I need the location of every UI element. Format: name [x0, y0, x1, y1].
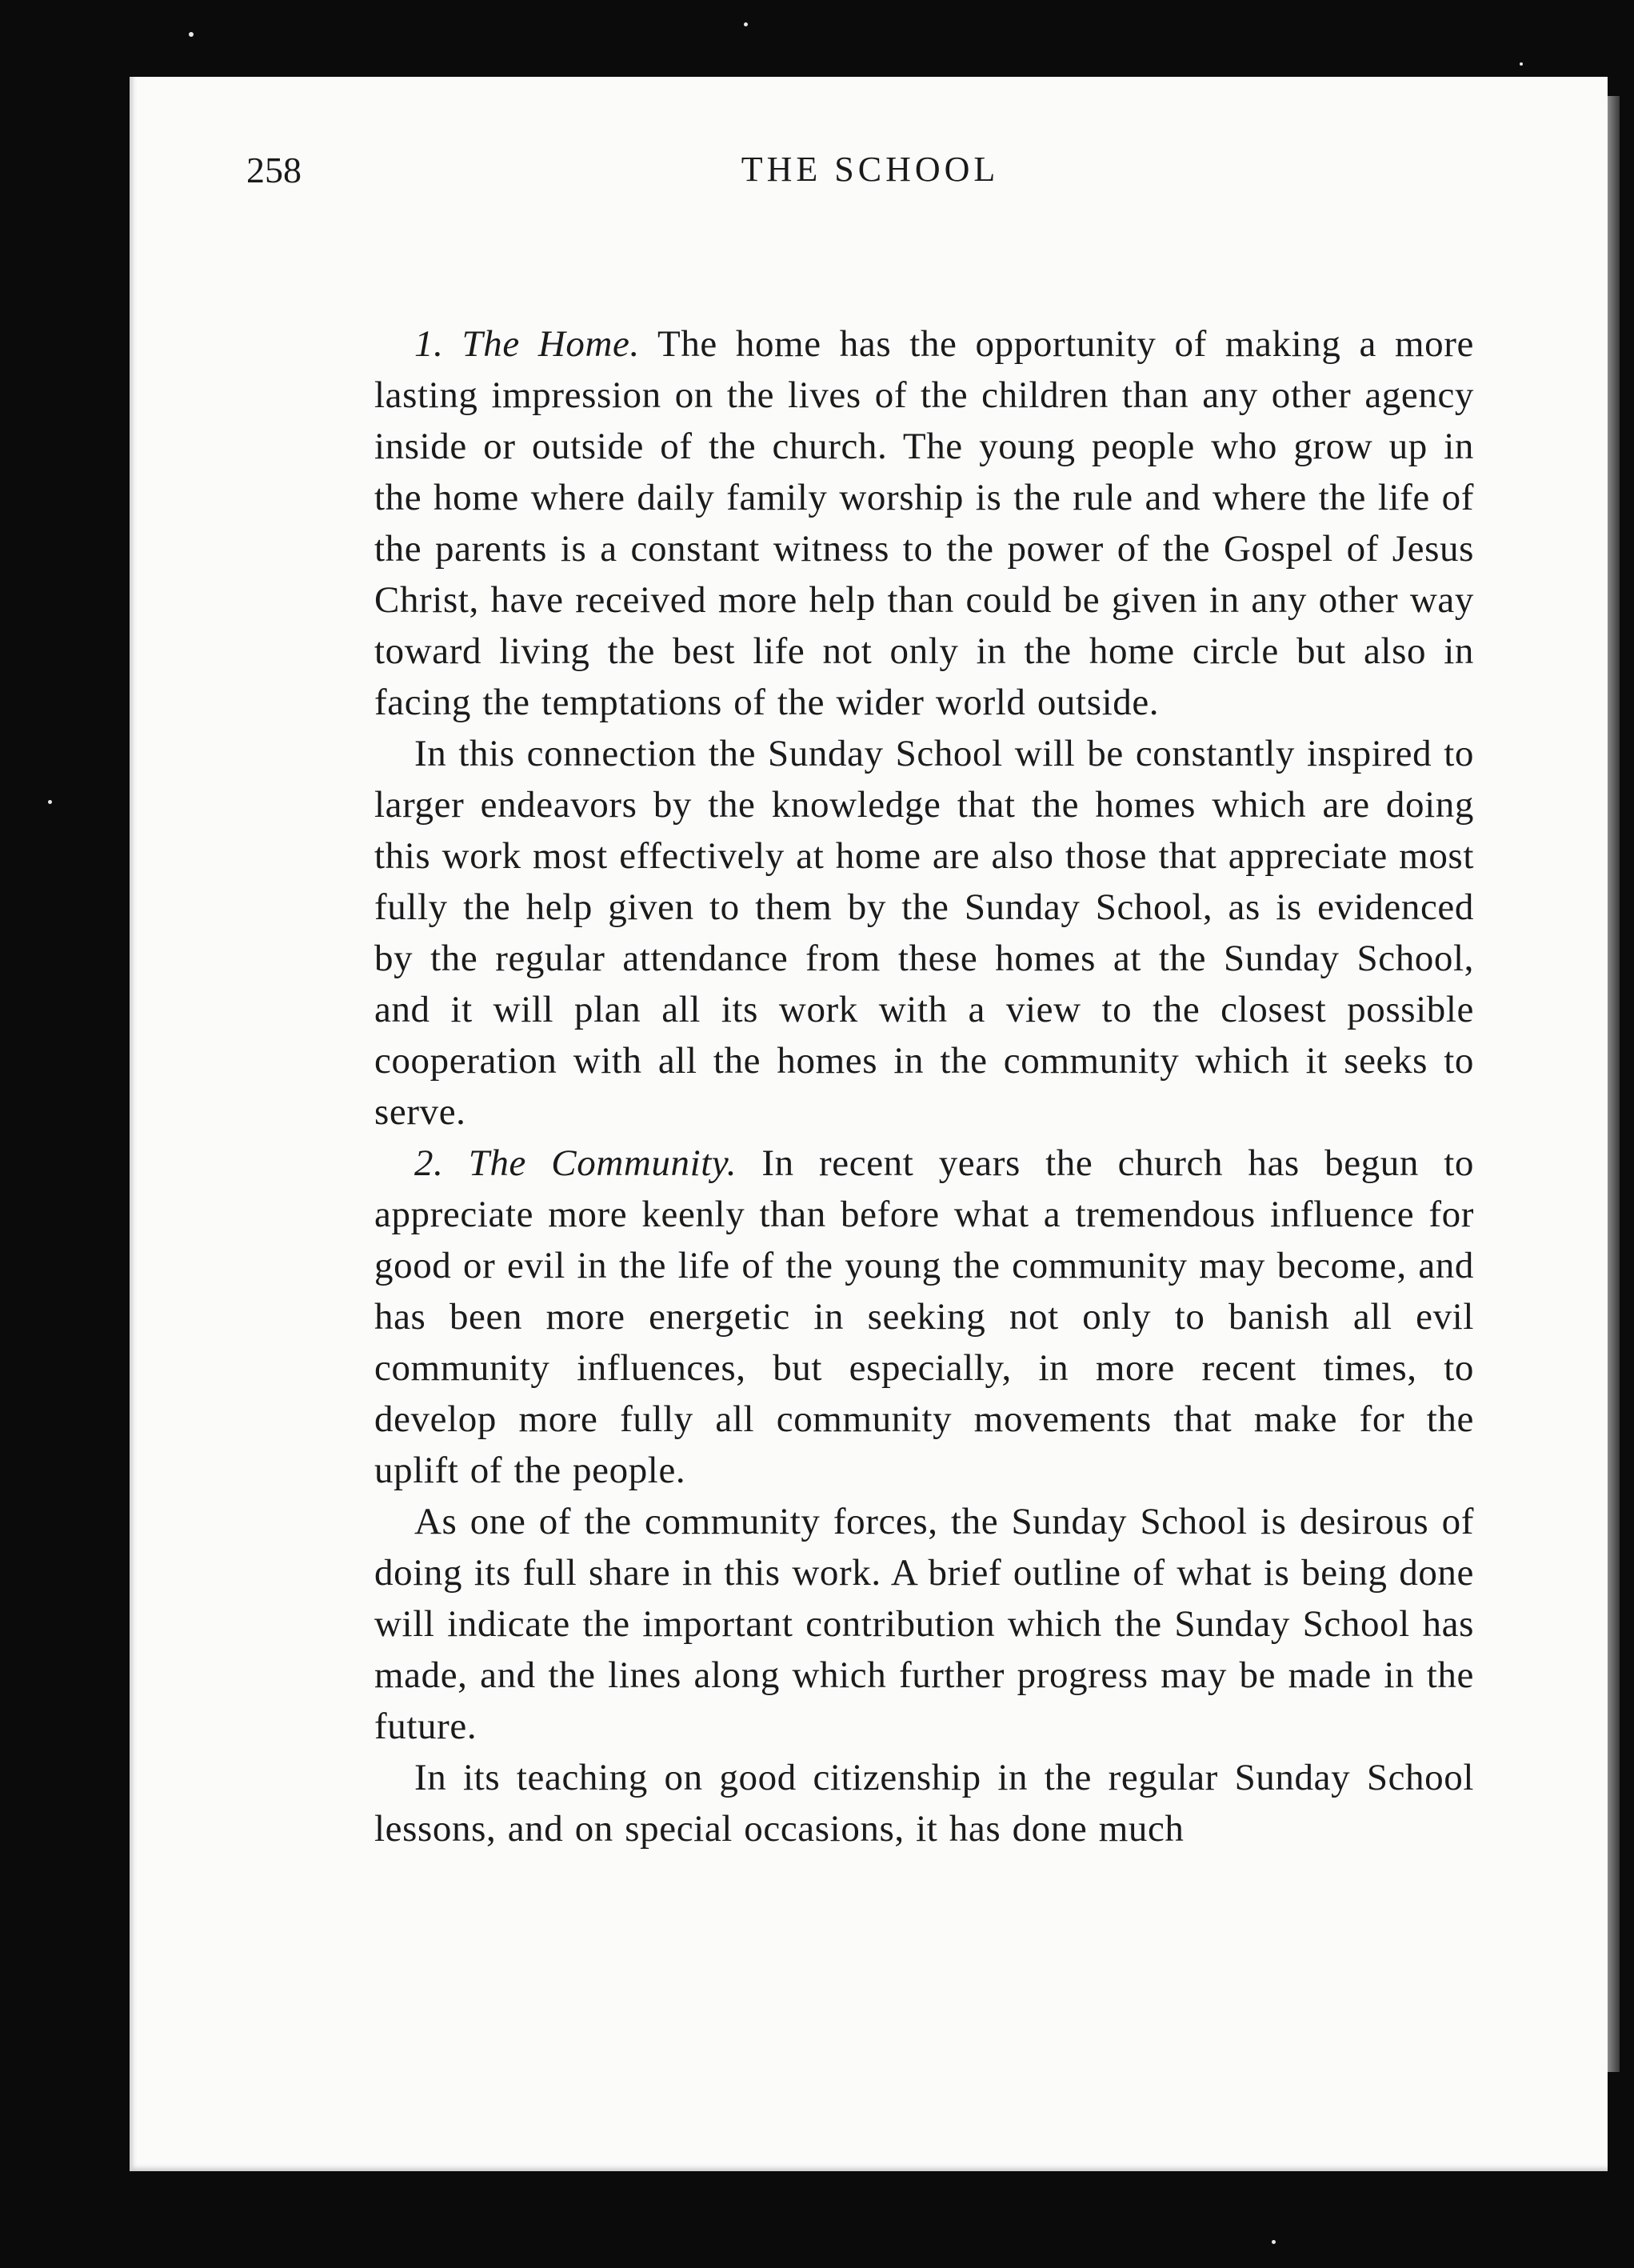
- body-text: [374, 318, 1474, 1854]
- dust-speck: [1272, 2240, 1276, 2244]
- dust-speck: [1520, 62, 1523, 66]
- paragraph-citizenship: [374, 1752, 1474, 1854]
- running-head: THE SCHOOL: [741, 150, 1000, 189]
- dust-speck: [744, 22, 748, 26]
- dust-speck: [48, 800, 52, 804]
- page-number: 258: [246, 150, 302, 190]
- section-heading-home: 1. The Home.: [414, 323, 640, 365]
- dust-speck: [189, 32, 194, 37]
- paragraph-home: [374, 318, 1474, 728]
- paragraph-text: The home has the opportunity of making a more lasting impression on the lives of the children than any other agency inside or outside of the church. The young people who grow up in the home where daily family worship is the rule and where the life of the parents is a constant witness to the power of the Gospel of Jesus Christ, have received more help than could be given in any other way toward living the best life not only in the home circle but also in facing the temptations of the wider world outside.: [374, 323, 1474, 723]
- paragraph-text: As one of the community forces, the Sunday School is desirous of doing its full share in this work. A brief outline of what is being done will indicate the important contribution which the Sunday School has made, and the lines along which further progress may be made in the future.: [374, 1501, 1474, 1747]
- paragraph-connection: [374, 728, 1474, 1138]
- page-header: [246, 149, 1494, 213]
- paragraph-community: [374, 1138, 1474, 1496]
- paragraph-text: In recent years the church has begun to appreciate more keenly than before what a tremendous influence for good or evil in the life of the young the community may become, and has been more energetic in seeking not only to banish all evil community influences, but especially, in more recent times, to develop more fully all community movements that make for the uplift of the people.: [374, 1142, 1474, 1491]
- paragraph-community-forces: [374, 1496, 1474, 1752]
- paragraph-text: In its teaching on good citizenship in the regular Sunday School lessons, and on special occasions, it has done much: [374, 1757, 1474, 1850]
- section-heading-community: 2. The Community.: [414, 1142, 737, 1184]
- paragraph-text: In this connection the Sunday School will be constantly inspired to larger endeavors by the knowledge that the homes which are doing this work most effectively at home are also those that appreciate most fully the help given to them by the Sunday School, as is evidenced by the regular attendance from these homes at the Sunday School, and it will plan all its work with a view to the closest possible cooperation with all the homes in the community which it seeks to serve.: [374, 733, 1474, 1133]
